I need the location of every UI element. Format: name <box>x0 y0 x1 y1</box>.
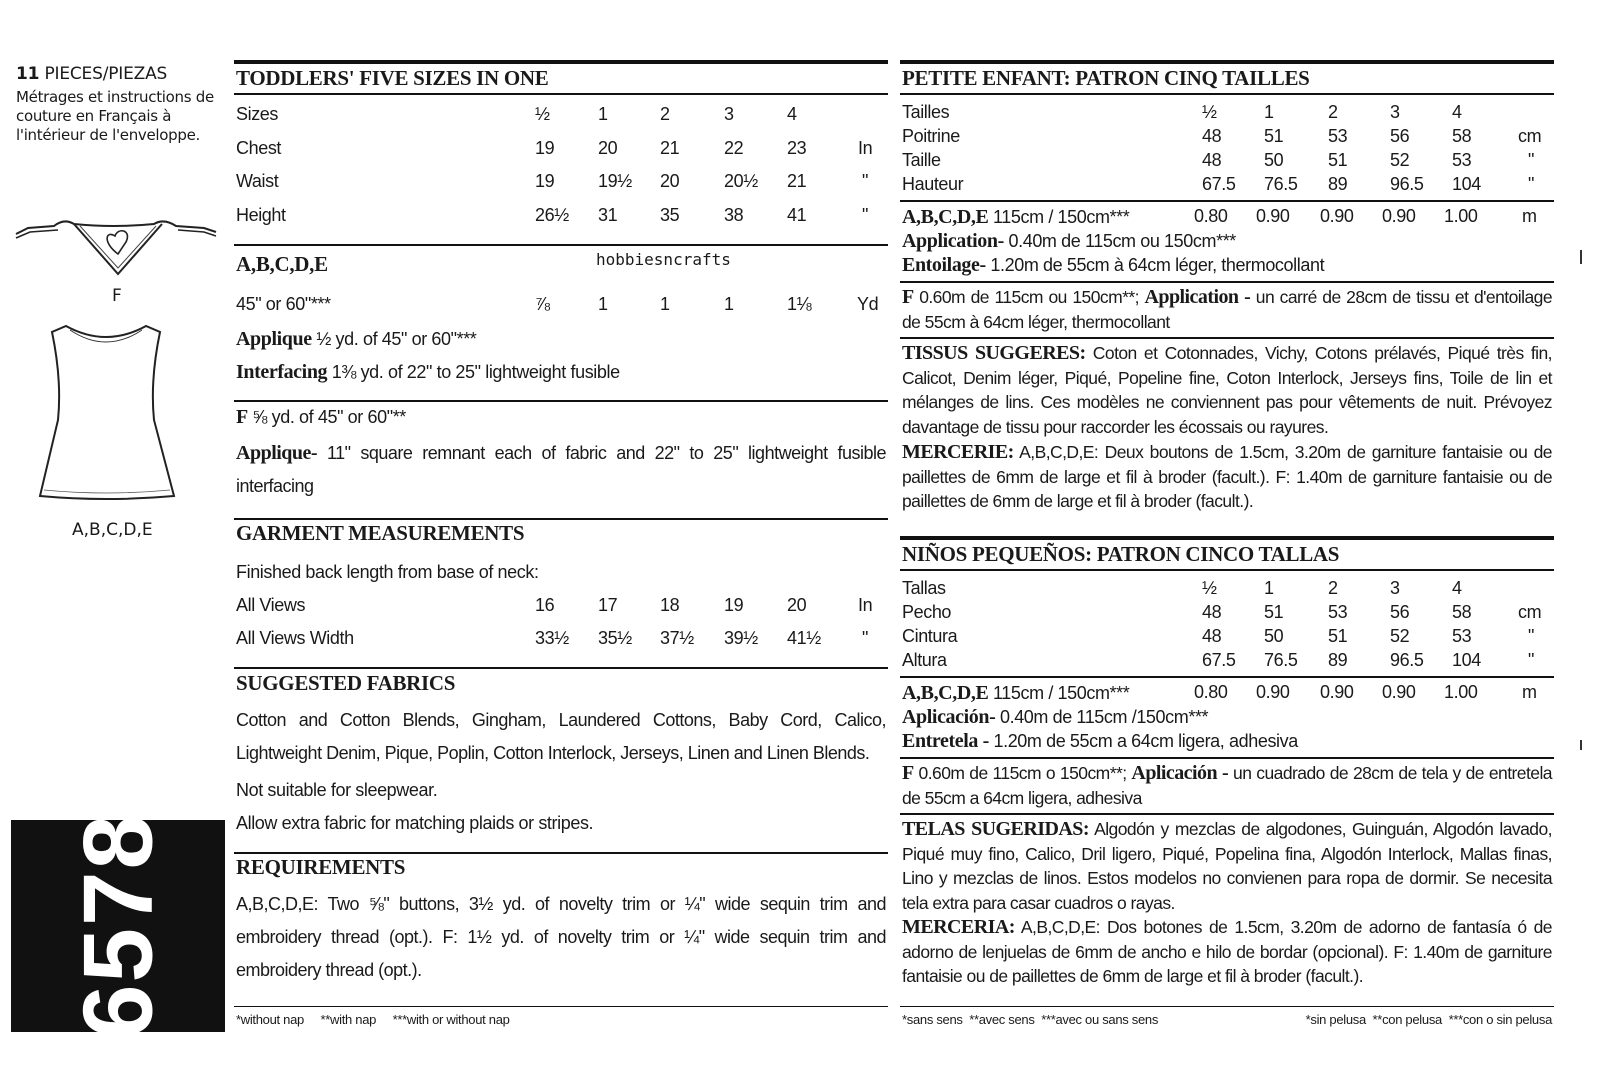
french-yardage-row <box>902 206 1552 230</box>
cell: 20 <box>660 171 680 191</box>
spanish-size-table <box>902 578 1552 674</box>
divider <box>900 281 1554 283</box>
text: 0.40m de 115cm /150cm*** <box>995 707 1209 727</box>
bold-label: Entoilage- <box>902 254 986 276</box>
cell: 52 <box>1390 150 1410 170</box>
divider <box>900 813 1554 815</box>
text: 1.20m de 55cm a 64cm ligera, adhesiva <box>988 731 1298 751</box>
bold-label: A,B,C,D,E <box>902 682 989 704</box>
text: Coton et Cotonnades, Vichy, Cotons prélavés, Piqué très fin, Calicot, Denim léger, Piqué, Popeline fine, Coton Interlock, Jerseys fins, Toile de lin et mélanges de lins. Ces modèles ne conviennent pas pour vêtements de nuit. Prévoyez davantage de tissu pour raccorder les écossais ou rayures. <box>902 343 1552 437</box>
cell: 67.5 <box>1202 650 1236 670</box>
french-view-f <box>902 285 1552 334</box>
text: 115cm / 150cm*** <box>988 207 1130 227</box>
table-row <box>236 628 886 652</box>
text: 11" square remnant each of fabric and 22" to 25" lightweight fusible interfacing <box>236 443 886 496</box>
table-row <box>236 138 886 162</box>
text: A,B,C,D,E: Deux boutons de 1.5cm, 3.20m de garniture fantaisie ou de paillettes de 6mm de large et fil à broder (facult.). F: 1.40m de garniture fantaisie ou de paillettes de 6mm de large et fil à broder (facult.). <box>902 442 1552 511</box>
cell: 53 <box>1328 126 1348 146</box>
cell: 26½ <box>535 205 569 225</box>
divider <box>234 93 888 95</box>
cell: ⅞ <box>535 294 550 314</box>
french-top-rule <box>900 60 1554 64</box>
unit: In <box>858 595 873 615</box>
spanish-title: NIÑOS PEQUEÑOS: PATRON CINCO TALLAS <box>902 542 1340 566</box>
cell: 39½ <box>724 628 758 648</box>
cell: 48 <box>1202 626 1222 646</box>
cell: 4 <box>1452 578 1462 598</box>
row-label: 45" or 60"*** <box>236 294 331 314</box>
english-top-rule <box>234 60 888 64</box>
cell: 23 <box>787 138 807 158</box>
unit: m <box>1522 206 1537 226</box>
cell: 20 <box>598 138 618 158</box>
bold-label: Interfacing <box>236 361 328 383</box>
cell: 51 <box>1264 602 1284 622</box>
unit: " <box>1528 650 1534 670</box>
bold-label: F <box>902 286 914 308</box>
english-footnote: *without nap **with nap ***with or without nap <box>236 1012 510 1027</box>
cell: ½ <box>535 104 550 124</box>
divider <box>900 1006 1554 1007</box>
english-view-f-applique <box>236 437 886 503</box>
spanish-footnote: *sin pelusa **con pelusa ***con o sin pelusa <box>1305 1012 1552 1027</box>
english-views-heading: A,B,C,D,E <box>236 252 328 276</box>
unit: " <box>1528 174 1534 194</box>
english-view-f <box>236 406 406 429</box>
table-row <box>902 174 1552 198</box>
divider <box>234 400 888 402</box>
pieces-label: PIECES/PIEZAS <box>44 64 168 84</box>
cell: 48 <box>1202 150 1222 170</box>
cell: 22 <box>724 138 744 158</box>
cell: 16 <box>535 595 555 615</box>
text: A,B,C,D,E: Dos botones de 1.5cm, 3.20m de adorno de fantasía ó de adorno de lenjuelas de 6mm de ancho e hilo de bordar (opcional). F: 1.40m de garniture fantaisie ou de paillettes de 6mm de large et fil à broder (facult.). <box>902 917 1552 986</box>
cell: 17 <box>598 595 618 615</box>
cell: 0.80 <box>1194 682 1228 702</box>
cell: 19 <box>535 171 555 191</box>
table-row <box>236 595 886 619</box>
cell: 96.5 <box>1390 650 1424 670</box>
view-abcde-label: A,B,C,D,E <box>72 520 153 540</box>
cell: 19 <box>535 138 555 158</box>
text: 0.60m de 115cm o 150cm**; <box>913 763 1132 783</box>
pieces-count <box>16 64 167 84</box>
divider <box>900 337 1554 339</box>
bold-label: MERCERIA: <box>902 916 1015 938</box>
row-label: All Views Width <box>236 628 354 648</box>
cell: 52 <box>1390 626 1410 646</box>
cell: 3 <box>724 104 734 124</box>
text: 1⅜ yd. of 22" to 25" lightweight fusible <box>327 362 620 382</box>
cell: 50 <box>1264 150 1284 170</box>
cell: 35 <box>660 205 680 225</box>
view-f-label: F <box>112 286 122 306</box>
cell: 1 <box>1264 102 1274 122</box>
table-row <box>902 150 1552 174</box>
cell: 1 <box>724 294 734 314</box>
cell: 35½ <box>598 628 632 648</box>
cell: 18 <box>660 595 680 615</box>
cell: 31 <box>598 205 618 225</box>
table-row <box>902 602 1552 626</box>
cell: 21 <box>787 171 807 191</box>
divider <box>234 667 888 669</box>
french-application <box>902 230 1236 253</box>
row-label: Hauteur <box>902 174 964 194</box>
bold-label: Applique- <box>236 442 318 464</box>
divider <box>900 757 1554 759</box>
english-title: TODDLERS' FIVE SIZES IN ONE <box>236 66 549 90</box>
cell: 0.90 <box>1320 206 1354 226</box>
edge-mark <box>1580 250 1582 264</box>
unit: " <box>862 171 868 191</box>
text: ½ yd. of 45" or 60"*** <box>311 329 477 349</box>
cell: 96.5 <box>1390 174 1424 194</box>
cell: 41 <box>787 205 807 225</box>
cell: 1.00 <box>1444 206 1478 226</box>
divider <box>900 676 1554 678</box>
bold-label: TELAS SUGERIDAS: <box>902 818 1089 840</box>
view-abcde-illustration <box>36 320 176 510</box>
bold-label: F <box>902 762 914 784</box>
english-yardage-row <box>236 294 886 318</box>
text: 115cm / 150cm*** <box>988 683 1130 703</box>
text: 1.20m de 55cm à 64cm léger, thermocollant <box>985 255 1325 275</box>
pattern-number-block <box>11 812 225 1040</box>
divider <box>234 244 888 246</box>
cell: 19 <box>724 595 744 615</box>
unit: " <box>1528 150 1534 170</box>
suggested-fabrics-text: Cotton and Cotton Blends, Gingham, Laundered Cottons, Baby Cord, Calico, Lightweight Denim, Pique, Poplin, Cotton Interlock, Jerseys, Linen and Linen Blends. <box>236 710 886 763</box>
bold-label: Applique <box>236 328 312 350</box>
cell: 48 <box>1202 602 1222 622</box>
suggested-fabrics-heading: SUGGESTED FABRICS <box>236 671 456 695</box>
english-applique <box>236 328 476 351</box>
french-fabrics <box>902 341 1552 439</box>
spanish-aplicacion <box>902 706 1208 729</box>
unit: Yd <box>857 294 879 314</box>
cell: 53 <box>1452 626 1472 646</box>
cell: 76.5 <box>1264 174 1298 194</box>
unit: In <box>858 138 873 158</box>
cell: 1 <box>660 294 670 314</box>
cell: 0.90 <box>1382 682 1416 702</box>
row-label: Altura <box>902 650 947 670</box>
row-label: Poitrine <box>902 126 960 146</box>
cell: 89 <box>1328 650 1348 670</box>
spanish-view-f <box>902 761 1552 810</box>
cell: 0.90 <box>1256 682 1290 702</box>
divider <box>900 200 1554 202</box>
cell: 0.90 <box>1256 206 1290 226</box>
unit: cm <box>1518 126 1542 146</box>
bold-label: F <box>236 406 248 428</box>
edge-mark <box>1580 740 1582 750</box>
french-title: PETITE ENFANT: PATRON CINQ TAILLES <box>902 66 1310 90</box>
cell: 37½ <box>660 628 694 648</box>
unit: m <box>1522 682 1537 702</box>
english-size-table <box>236 104 886 244</box>
cell: 21 <box>660 138 680 158</box>
cell: 4 <box>787 104 797 124</box>
unit: " <box>1528 626 1534 646</box>
cell: ½ <box>1202 578 1217 598</box>
bold-label: Aplicación - <box>1131 762 1229 784</box>
table-row <box>902 102 1552 126</box>
cell: 58 <box>1452 602 1472 622</box>
french-notions <box>902 440 1552 514</box>
cell: 58 <box>1452 126 1472 146</box>
cell: ½ <box>1202 102 1217 122</box>
cell: 41½ <box>787 628 821 648</box>
cell: 50 <box>1264 626 1284 646</box>
cell: 56 <box>1390 602 1410 622</box>
cell: 76.5 <box>1264 650 1298 670</box>
row-label: Pecho <box>902 602 952 622</box>
pattern-number: 6578 <box>62 812 173 1040</box>
spanish-entretela <box>902 730 1298 753</box>
english-interfacing <box>236 361 620 384</box>
spanish-yardage-row <box>902 682 1552 706</box>
text: un cuadrado de 28cm de tela y de entretela de 55cm a 64cm ligera, adhesiva <box>902 763 1552 808</box>
cell: 67.5 <box>1202 174 1236 194</box>
divider <box>900 569 1554 571</box>
row-label: Sizes <box>236 104 279 124</box>
cell: 3 <box>1390 578 1400 598</box>
cell: 1 <box>598 104 608 124</box>
bold-label: Aplicación- <box>902 706 996 728</box>
spanish-fabrics <box>902 817 1552 915</box>
divider <box>234 518 888 520</box>
table-row <box>236 205 886 229</box>
row-label: Height <box>236 205 286 225</box>
cell: 0.90 <box>1382 206 1416 226</box>
cell: 2 <box>660 104 670 124</box>
french-instructions-note: Métrages et instructions de couture en Français à l'intérieur de l'enveloppe. <box>16 88 214 144</box>
cell: 20 <box>787 595 807 615</box>
row-label: Cintura <box>902 626 958 646</box>
cell: 2 <box>1328 102 1338 122</box>
text: un carré de 28cm de tissu et d'entoilage de 55cm à 64cm léger, thermocollant <box>902 287 1553 332</box>
cell: 33½ <box>535 628 569 648</box>
bold-label: Application- <box>902 230 1004 252</box>
pieces-number: 11 <box>16 64 40 84</box>
bold-label: Entretela - <box>902 730 989 752</box>
bold-label: MERCERIE: <box>902 441 1014 463</box>
cell: 4 <box>1452 102 1462 122</box>
cell: 1 <box>1264 578 1274 598</box>
garment-intro: Finished back length from base of neck: <box>236 562 539 582</box>
row-label: Tallas <box>902 578 946 598</box>
cell: 1.00 <box>1444 682 1478 702</box>
cell: 53 <box>1452 150 1472 170</box>
row-label: All Views <box>236 595 306 615</box>
divider <box>234 852 888 854</box>
bold-label: A,B,C,D,E <box>902 206 989 228</box>
fabrics-note-sleepwear: Not suitable for sleepwear. <box>236 780 438 800</box>
cell: 53 <box>1328 602 1348 622</box>
cell: 104 <box>1452 174 1481 194</box>
cell: 48 <box>1202 126 1222 146</box>
cell: 51 <box>1328 150 1348 170</box>
text: 0.40m de 115cm ou 150cm*** <box>1003 231 1236 251</box>
bold-label: Application - <box>1144 286 1251 308</box>
cell: 2 <box>1328 578 1338 598</box>
row-label: Tailles <box>902 102 950 122</box>
cell: 0.80 <box>1194 206 1228 226</box>
spanish-notions <box>902 915 1552 989</box>
cell: 51 <box>1328 626 1348 646</box>
text: ⅝ yd. of 45" or 60"** <box>247 407 406 427</box>
french-entoilage <box>902 254 1324 277</box>
cell: 56 <box>1390 126 1410 146</box>
cell: 51 <box>1264 126 1284 146</box>
unit: " <box>862 628 868 648</box>
text: 0.60m de 115cm ou 150cm**; <box>913 287 1145 307</box>
requirements-text: A,B,C,D,E: Two ⅝" buttons, 3½ yd. of novelty trim or ¼" wide sequin trim and embroidery thread (opt.). F: 1½ yd. of novelty trim or ¼" wide sequin trim and embroidery thread (opt.). <box>236 894 886 980</box>
divider <box>234 1006 888 1007</box>
cell: 20½ <box>724 171 758 191</box>
row-label: Chest <box>236 138 282 158</box>
row-label: Waist <box>236 171 279 191</box>
cell: 3 <box>1390 102 1400 122</box>
cell: 89 <box>1328 174 1348 194</box>
cell: 1 <box>598 294 608 314</box>
row-label: Taille <box>902 150 941 170</box>
unit: " <box>862 205 868 225</box>
cell: 104 <box>1452 650 1481 670</box>
table-row <box>236 171 886 195</box>
table-row <box>902 650 1552 674</box>
table-row <box>902 126 1552 150</box>
requirements-heading: REQUIREMENTS <box>236 855 406 879</box>
cell: 38 <box>724 205 744 225</box>
view-f-illustration <box>14 212 224 282</box>
french-size-table <box>902 102 1552 198</box>
fabrics-note-plaids: Allow extra fabric for matching plaids or stripes. <box>236 813 594 833</box>
text: Algodón y mezclas de algodones, Guinguán, Algodón lavado, Piqué muy fino, Calico, Dril ligero, Piqué, Popelina fina, Algodón Interlock, Mallas finas, Lino y mezclas de linos. Estos modelos no convienen para ropa de dormir. Se necesita tela extra para casar cuadros o rayas. <box>902 819 1552 913</box>
cell: 1⅛ <box>787 294 812 314</box>
table-row <box>902 626 1552 650</box>
garment-measurements-heading: GARMENT MEASUREMENTS <box>236 521 525 545</box>
table-row <box>236 104 886 128</box>
divider <box>900 93 1554 95</box>
bold-label: TISSUS SUGGERES: <box>902 342 1086 364</box>
spanish-top-rule <box>900 536 1554 540</box>
cell: 19½ <box>598 171 632 191</box>
unit: cm <box>1518 602 1542 622</box>
watermark: hobbiesncrafts <box>596 250 731 269</box>
french-footnote: *sans sens **avec sens ***avec ou sans sens <box>902 1012 1159 1027</box>
cell: 0.90 <box>1320 682 1354 702</box>
table-row <box>902 578 1552 602</box>
